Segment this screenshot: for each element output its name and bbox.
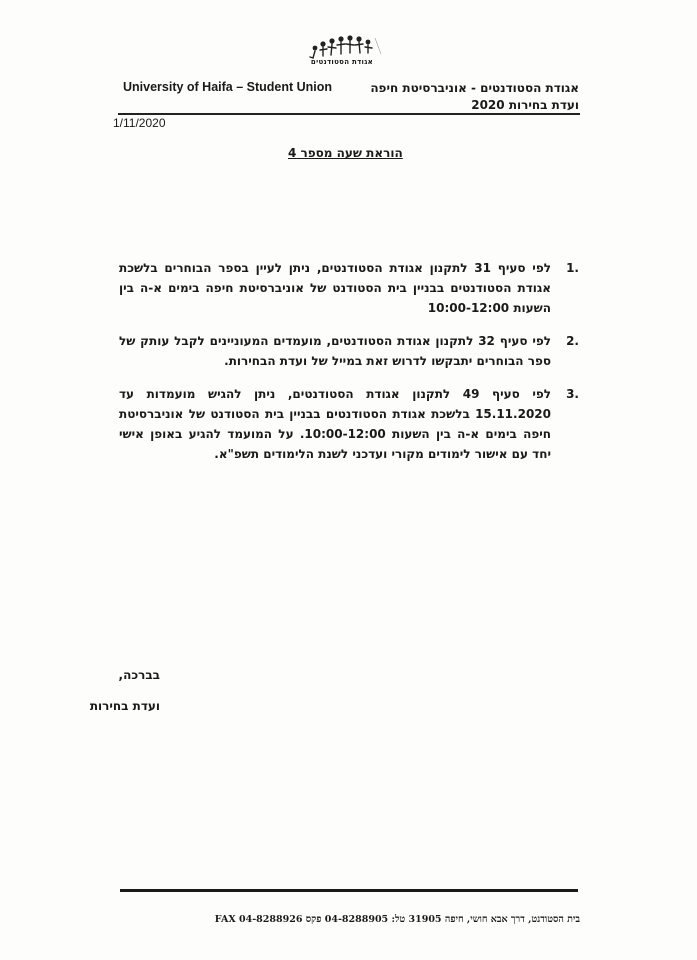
footer-divider	[120, 889, 578, 892]
numbered-list	[119, 258, 579, 477]
closing-signature: ועדת בחירות	[89, 699, 160, 713]
closing-regards: בברכה,	[118, 668, 160, 682]
list-item	[119, 258, 579, 318]
org-header-hebrew	[339, 80, 579, 114]
item-text: לפי סעיף 32 לתקנון אגודת הסטודנטים, מועמדים המעוניינים לקבל עותק של ספר הבוחרים יתבקשו לדרוש זאת במייל של ועדת הבחירות.	[119, 334, 552, 368]
header-divider	[118, 113, 580, 115]
document-title: הוראת שעה מספר 4	[288, 146, 403, 160]
item-number: 3.	[566, 387, 579, 401]
committee-name: ועדת בחירות 2020	[471, 98, 579, 112]
closing-block	[60, 660, 160, 722]
org-name-hebrew: אגודת הסטודנטים - אוניברסיטת חיפה	[370, 81, 579, 95]
item-text: לפי סעיף 49 לתקנון אגודת הסטודנטים, ניתן להגיש מועמדות עד 15.11.2020 בלשכת אגודת הסטודנטים בבניין בית הסטודנט של אוניברסיטת חיפה בימים א-ה בין השעות 10:00-12:00. על המועמד להגיע באופן אישי יחד עם אישור לימודים מקורי ועדכני לשנת הלימודים תשפ"א.	[119, 387, 552, 461]
list-item	[119, 331, 579, 371]
list-item	[119, 384, 579, 464]
item-text: לפי סעיף 31 לתקנון אגודת הסטודנטים, ניתן לעיין בספר הבוחרים בלשכת אגודת הסטודנטים בבניין בית הסטודנט של אוניברסיטת חיפה בימים א-ה בין השעות 10:00-12:00	[119, 261, 551, 315]
document-date: 1/11/2020	[113, 116, 166, 130]
org-name-english: University of Haifa – Student Union	[123, 80, 333, 94]
logo-caption: אגודת הסטודנטים	[310, 58, 374, 66]
item-number: 2.	[566, 334, 579, 348]
footer-contact: בית הסטודנט, דרך אבא חושי, חיפה 31905 טל: 04-8288905 פקס FAX 04-8288926	[214, 914, 580, 925]
item-number: 1.	[566, 261, 579, 275]
